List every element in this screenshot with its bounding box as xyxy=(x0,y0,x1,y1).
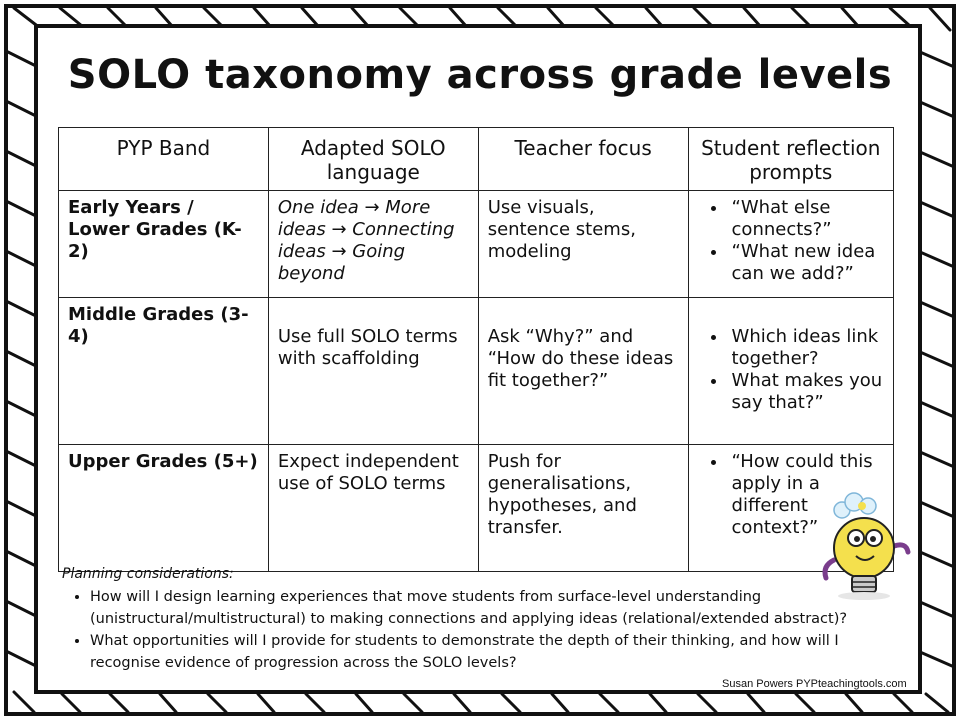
prompts-cell xyxy=(688,191,893,298)
teacher-focus-cell: Ask “Why?” and “How do these ideas fit together?” xyxy=(478,298,688,445)
prompt-item: • “What new idea can we add?” xyxy=(728,241,884,285)
planning-list xyxy=(62,586,902,674)
table-row xyxy=(59,445,894,572)
table-row xyxy=(59,191,894,298)
planning-considerations xyxy=(62,566,902,674)
band-cell: Middle Grades (3-4) xyxy=(59,298,269,445)
prompt-item: • What makes you say that?” xyxy=(728,370,884,414)
header-adapted-solo-language: Adapted SOLO language xyxy=(268,128,478,191)
header-student-reflection-prompts: Student reflection prompts xyxy=(688,128,893,191)
prompt-item: • “What else connects?” xyxy=(728,197,884,241)
header-teacher-focus: Teacher focus xyxy=(478,128,688,191)
prompt-item: • “How could this apply in a different context?” xyxy=(728,451,884,539)
solo-language-cell: Expect independent use of SOLO terms xyxy=(268,445,478,572)
teacher-focus-cell: Use visuals, sentence stems, modeling xyxy=(478,191,688,298)
list-item: • What opportunities will I provide for students to demonstrate the depth of their thinking, and how will I recognise evidence of progression across the SOLO levels? xyxy=(90,630,902,674)
solo-language-cell: One idea → More ideas → Connecting ideas → Going beyond xyxy=(268,191,478,298)
prompt-item: • Which ideas link together? xyxy=(728,326,884,370)
teacher-focus-cell: Push for generalisations, hypotheses, and transfer. xyxy=(478,445,688,572)
header-pyp-band: PYP Band xyxy=(59,128,269,191)
solo-language-cell: Use full SOLO terms with scaffolding xyxy=(268,298,478,445)
band-cell: Upper Grades (5+) xyxy=(59,445,269,572)
table-row xyxy=(59,298,894,445)
list-item: • How will I design learning experiences that move students from surface-level understanding (unistructural/multistructural) to making connections and applying ideas (relational/extended abstract)? xyxy=(90,586,902,630)
table-header-row xyxy=(59,128,894,191)
band-cell: Early Years / Lower Grades (K-2) xyxy=(59,191,269,298)
planning-heading: Planning considerations: xyxy=(62,566,234,582)
solo-table xyxy=(58,127,894,572)
prompts-cell xyxy=(688,298,893,445)
page-title: SOLO taxonomy across grade levels xyxy=(67,52,893,98)
author-credit: Susan Powers PYPteachingtools.com xyxy=(722,678,907,690)
